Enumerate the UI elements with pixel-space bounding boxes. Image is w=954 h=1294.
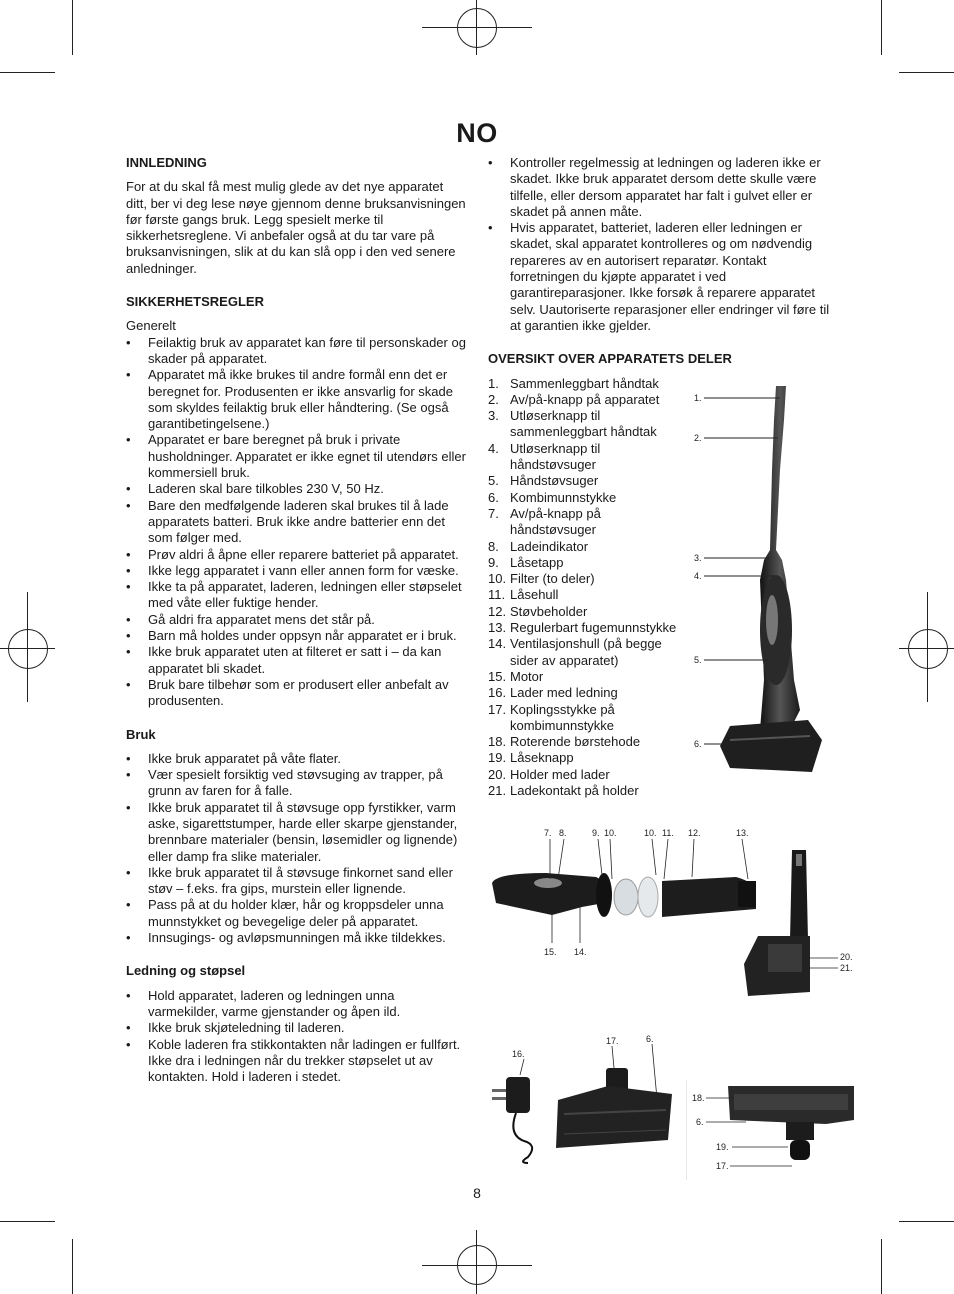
callout-16: 16. bbox=[512, 1049, 525, 1059]
list-item: • Bruk bare tilbehør som er produsert eller anbefalt av produsenten. bbox=[126, 677, 466, 710]
parts-item-label: Filter (to deler) bbox=[510, 571, 595, 587]
crop-mark bbox=[0, 72, 55, 73]
registration-mark bbox=[908, 629, 948, 669]
parts-item-number: 3. bbox=[488, 408, 499, 424]
callout-7: 7. bbox=[544, 828, 552, 838]
parts-item-label: Håndstøvsuger bbox=[510, 473, 599, 489]
parts-item-label: Regulerbart fugemunnstykke bbox=[510, 620, 677, 636]
crop-mark bbox=[899, 1221, 954, 1222]
parts-item-number: 19. bbox=[488, 750, 507, 766]
registration-mark bbox=[27, 592, 28, 702]
callout-4: 4. bbox=[694, 571, 702, 581]
callout-19: 19. bbox=[716, 1142, 729, 1152]
parts-item-number: 11. bbox=[488, 587, 506, 603]
list-item: • Ikke legg apparatet i vann eller annen form for væske. bbox=[126, 563, 466, 579]
parts-item-number: 10. bbox=[488, 571, 507, 587]
list-item: • Ikke bruk skjøteledning til laderen. bbox=[126, 1020, 466, 1036]
parts-heading: OVERSIKT OVER APPARATETS DELER bbox=[488, 351, 732, 367]
crop-mark bbox=[881, 0, 882, 55]
crop-mark bbox=[881, 1239, 882, 1294]
callout-1: 1. bbox=[694, 393, 702, 403]
crop-mark bbox=[72, 1239, 73, 1294]
list-item: • Apparatet må ikke brukes til andre formål enn det er beregnet for. Produsenten er ikke ansvarlig for skade som skyldes feilaktig bruk eller håndtering. (Se også garantibetingelsene.) bbox=[126, 367, 466, 432]
cord-heading: Ledning og støpsel bbox=[126, 963, 246, 979]
holder-figure bbox=[740, 840, 858, 1010]
parts-list-item bbox=[488, 702, 688, 735]
parts-item-label: Sammenleggbart håndtak bbox=[510, 375, 659, 391]
registration-mark bbox=[476, 1230, 477, 1294]
callout-10: 10. bbox=[604, 828, 617, 838]
list-item: • Gå aldri fra apparatet mens det står på. bbox=[126, 612, 466, 628]
list-item: • Ikke ta på apparatet, laderen, ledningen eller støpselet med våte eller fuktige hender. bbox=[126, 579, 466, 612]
list-item: • Apparatet er bare beregnet på bruk i private husholdninger. Apparatet er ikke egnet til utendørs eller kommersiell bruk. bbox=[126, 432, 466, 481]
list-item: • Kontroller regelmessig at ledningen og laderen ikke er skadet. Ikke bruk apparatet dersom dette skulle være tilfelle, eller dersom apparatet har falt i gulvet eller er skadet på annen måte. bbox=[488, 155, 833, 220]
list-item: • Hvis apparatet, batteriet, laderen eller ledningen er skadet, skal apparatet kontrolleres og om nødvendig repareres av en autorisert reparatør. Kontakt forretningen du kjøpte apparatet i ved garantireparasjoner. Ikke forsøk å reparere apparatet selv. Uautoriserte reparasjoner eller endringer vil føre til at garantien ikke gjelder. bbox=[488, 220, 833, 334]
parts-item-number: 16. bbox=[488, 685, 507, 701]
list-item: • Innsugings- og avløpsmunningen må ikke tildekkes. bbox=[126, 930, 466, 946]
parts-item-number: 7. bbox=[488, 505, 499, 521]
callout-5: 5. bbox=[694, 655, 702, 665]
list-item: • Vær spesielt forsiktig ved støvsuging av trapper, på grunn av faren for å falle. bbox=[126, 767, 466, 800]
registration-mark bbox=[476, 0, 477, 55]
parts-item-label: Av/på-knapp på håndstøvsuger bbox=[510, 505, 601, 538]
crop-mark bbox=[0, 1221, 55, 1222]
callout-14: 14. bbox=[574, 947, 587, 957]
callout-17: 17. bbox=[606, 1036, 619, 1046]
list-item: • Ikke bruk apparatet til å støvsuge finkornet sand eller støv – f.eks. fra gips, murstein eller lignende. bbox=[126, 865, 466, 898]
callout-18: 18. bbox=[692, 1093, 705, 1103]
callout-9: 9. bbox=[592, 828, 600, 838]
parts-list-item bbox=[488, 587, 688, 603]
parts-item-label: Holder med lader bbox=[510, 766, 610, 782]
registration-mark bbox=[422, 27, 532, 28]
callout-2: 2. bbox=[694, 433, 702, 443]
parts-item-label: Låsetapp bbox=[510, 554, 564, 570]
parts-list-item bbox=[488, 490, 688, 506]
list-item: • Ikke bruk apparatet til å støvsuge opp fyrstikker, varm aske, sigarettstumper, harde eller skarpe gjenstander, brennbare materialer (bensin, løsemidler og lignende) eller damp fra slike materialer. bbox=[126, 800, 466, 865]
parts-item-number: 2. bbox=[488, 391, 499, 407]
list-item: • Feilaktig bruk av apparatet kan føre til personskader og skader på apparatet. bbox=[126, 335, 466, 368]
parts-list-item bbox=[488, 669, 688, 685]
parts-item-label: Utløserknapp til sammenleggbart håndtak bbox=[510, 408, 657, 440]
crop-mark bbox=[72, 0, 73, 55]
parts-list-item bbox=[488, 539, 688, 555]
callout-21: 21. bbox=[840, 963, 853, 973]
list-item: • Prøv aldri å åpne eller reparere batteriet på apparatet. bbox=[126, 547, 466, 563]
registration-mark bbox=[8, 629, 48, 669]
callout-6c: 6. bbox=[696, 1117, 704, 1127]
parts-list-item bbox=[488, 685, 688, 701]
list-item: • Laderen skal bare tilkobles 230 V, 50 Hz. bbox=[126, 481, 466, 497]
parts-item-label: Av/på-knapp på apparatet bbox=[510, 391, 660, 407]
parts-item-number: 20. bbox=[488, 766, 507, 782]
parts-item-label: Ladekontakt på holder bbox=[510, 782, 639, 798]
parts-item-number: 21. bbox=[488, 782, 507, 798]
floor-nozzle-figure bbox=[550, 1030, 680, 1160]
callout-11: 11. bbox=[662, 828, 674, 838]
parts-item-number: 9. bbox=[488, 554, 499, 570]
left-column bbox=[126, 155, 466, 1085]
callout-8: 8. bbox=[559, 828, 567, 838]
parts-list-item bbox=[488, 506, 688, 539]
parts-item-number: 17. bbox=[488, 701, 507, 717]
parts-item-label: Utløserknapp til håndstøvsuger bbox=[510, 440, 601, 473]
parts-list-item bbox=[488, 636, 688, 669]
nozzle-underside-figure bbox=[686, 1080, 856, 1180]
list-item: • Pass på at du holder klær, hår og kroppsdeler unna munnstykket og bevegelige deler på apparatet. bbox=[126, 897, 466, 930]
parts-item-number: 14. bbox=[488, 636, 507, 652]
callout-13: 13. bbox=[736, 828, 749, 838]
parts-item-number: 1. bbox=[488, 375, 499, 391]
parts-list bbox=[488, 376, 688, 800]
parts-list-item bbox=[488, 441, 688, 474]
parts-list-item bbox=[488, 555, 688, 571]
list-item: • Koble laderen fra stikkontakten når ladingen er fullført. Ikke dra i ledningen når du trekker støpselet ut av kontakten. Hold i laderen i stedet. bbox=[126, 1037, 466, 1086]
registration-mark bbox=[457, 8, 497, 48]
parts-item-label: Kombimunnstykke bbox=[510, 489, 617, 505]
callout-3: 3. bbox=[694, 553, 702, 563]
parts-item-label: Låseknapp bbox=[510, 750, 574, 766]
parts-list-item bbox=[488, 604, 688, 620]
parts-item-number: 4. bbox=[488, 440, 499, 456]
parts-list-item bbox=[488, 767, 688, 783]
list-item: • Bare den medfølgende laderen skal brukes til å lade apparatets batteri. Bruk ikke andre batterier enn det som følger med. bbox=[126, 498, 466, 547]
crop-mark bbox=[899, 72, 954, 73]
parts-item-label: Støvbeholder bbox=[510, 603, 588, 619]
parts-item-label: Koplingsstykke på kombimunnstykke bbox=[510, 701, 615, 733]
parts-item-label: Roterende børstehode bbox=[510, 734, 641, 750]
callout-20: 20. bbox=[840, 952, 853, 962]
intro-text: For at du skal få mest mulig glede av det nye apparatet ditt, ber vi deg lese nøye gjennom denne bruksanvisningen før første gangs bruk. Legg spesielt merke til sikkerhetsreglene. Vi anbefaler også at du tar vare på bruksanvisningen, slik at du kan slå opp i den ved senere anledninger. bbox=[126, 179, 466, 276]
list-item: • Ikke bruk apparatet på våte flater. bbox=[126, 751, 466, 767]
list-item: • Ikke bruk apparatet uten at filteret er satt i – da kan apparatet bli skadet. bbox=[126, 644, 466, 677]
parts-list-item bbox=[488, 783, 688, 799]
callout-6: 6. bbox=[694, 739, 702, 749]
parts-item-number: 15. bbox=[488, 668, 507, 684]
registration-mark bbox=[927, 592, 928, 702]
parts-item-label: Lader med ledning bbox=[510, 685, 618, 701]
parts-item-label: Motor bbox=[510, 668, 544, 684]
safety-list bbox=[126, 335, 466, 710]
check-list bbox=[488, 155, 833, 334]
parts-list-item bbox=[488, 620, 688, 636]
parts-item-number: 13. bbox=[488, 620, 507, 636]
callout-12: 12. bbox=[688, 828, 701, 838]
page-title: NO bbox=[456, 118, 498, 148]
registration-mark bbox=[422, 1265, 532, 1266]
callout-10b: 10. bbox=[644, 828, 657, 838]
parts-list-item bbox=[488, 734, 688, 750]
use-list bbox=[126, 751, 466, 947]
parts-item-number: 6. bbox=[488, 489, 499, 505]
parts-list-item bbox=[488, 392, 688, 408]
cord-list bbox=[126, 988, 466, 1086]
safety-heading: SIKKERHETSREGLER bbox=[126, 294, 264, 310]
list-item: • Hold apparatet, laderen og ledningen unna varmekilder, varme gjenstander og åpen ild. bbox=[126, 988, 466, 1021]
parts-list-item bbox=[488, 750, 688, 766]
intro-heading: INNLEDNING bbox=[126, 155, 207, 170]
use-heading: Bruk bbox=[126, 726, 156, 742]
parts-item-number: 18. bbox=[488, 734, 507, 750]
callout-17b: 17. bbox=[716, 1161, 729, 1171]
parts-item-number: 12. bbox=[488, 603, 507, 619]
parts-list-item bbox=[488, 473, 688, 489]
callout-15: 15. bbox=[544, 947, 557, 957]
parts-list-item bbox=[488, 571, 688, 587]
parts-list-item bbox=[488, 408, 688, 441]
handheld-exploded-figure bbox=[486, 825, 756, 965]
page-number: 8 bbox=[473, 1185, 481, 1201]
vacuum-upright-figure bbox=[690, 380, 835, 780]
parts-item-label: Låsehull bbox=[510, 587, 559, 603]
parts-item-label: Ventilasjonshull (på begge sider av apparatet) bbox=[510, 636, 662, 668]
list-item: • Barn må holdes under oppsyn når apparatet er i bruk. bbox=[126, 628, 466, 644]
parts-list-item bbox=[488, 376, 688, 392]
parts-item-number: 5. bbox=[488, 473, 499, 489]
safety-subheading: Generelt bbox=[126, 318, 176, 334]
charger-figure bbox=[488, 1045, 548, 1165]
callout-6b: 6. bbox=[646, 1034, 654, 1044]
parts-item-number: 8. bbox=[488, 538, 499, 554]
parts-item-label: Ladeindikator bbox=[510, 538, 589, 554]
